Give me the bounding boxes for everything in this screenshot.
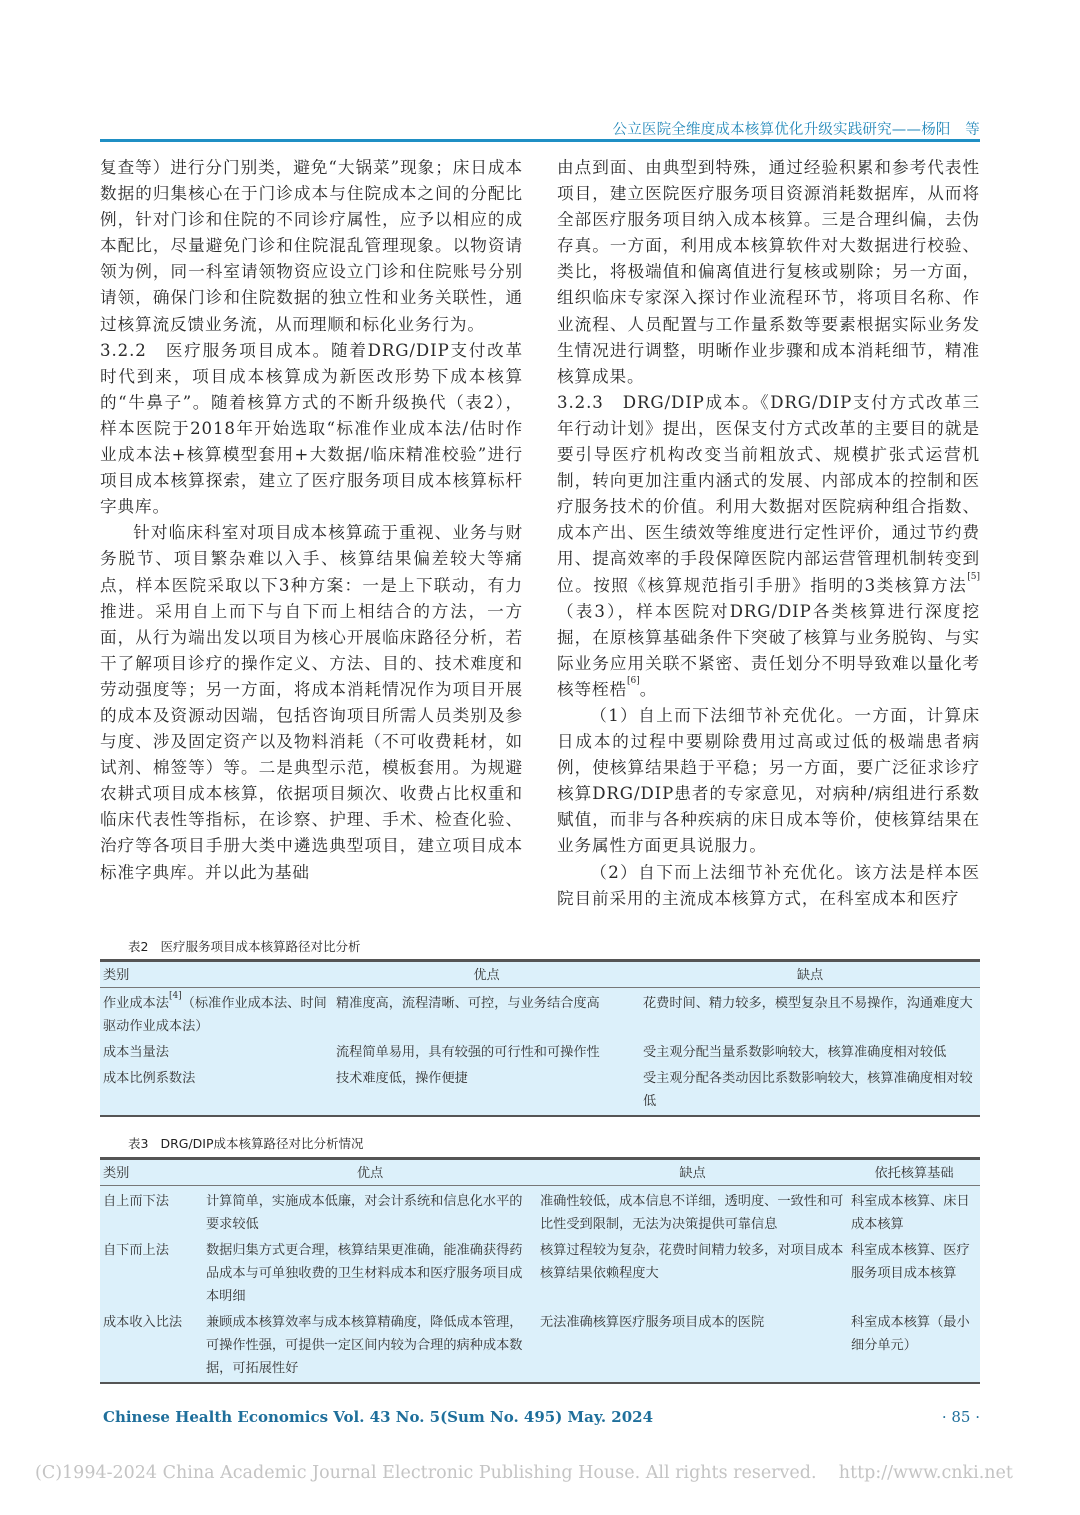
cell-category: 成本比例系数法 <box>103 1071 196 1086</box>
section-3-2-2: 3.2.2 医疗服务项目成本。随着DRG/DIP支付改革时代到来，项目成本核算成为新医改形势下成本核算的“牛鼻子”。随着核算方式的不断升级换代（表2），样本医院于2018年开始选取“标准作业成本法/估时作业成本法+核算模型套用+大数据/临床精准校验”进行项目成本核算探索，建立了医疗服务项目成本核算标杆字典库。 <box>100 340 523 517</box>
cell-category <box>100 988 333 1041</box>
table-row <box>100 1066 980 1116</box>
cell-basis: 科室成本核算、床日成本核算 <box>851 1194 970 1232</box>
paragraph: 针对临床科室对项目成本核算疏于重视、业务与财务脱节、项目繁杂难以入手、核算结果偏差较大等痛点，样本医院采取以下3种方案：一是上下联动，有力推进。采用自上而下与自下而上相结合的方法，一方面，从行为端出发以项目为核心开展临床路径分析，若干了解项目诊疗的操作定义、方法、目的、技术难度和劳动强度等；另一方面，将成本消耗情况作为项目开展的成本及资源动因端，包括咨询项目所需人员类别及参与度、涉及固定资产以及物料消耗（不可收费耗材，如试剂、棉签等）等。二是典型示范，模板套用。为规避农耕式项目成本核算，依据项目频次、收费占比权重和临床代表性等指标，在诊察、护理、手术、检查化验、治疗等各项目手册大类中遴选典型项目，建立项目成本标准字典库。并以此为基础 <box>100 523 523 882</box>
column-header: 优点 <box>203 1159 537 1186</box>
cell-basis: 科室成本核算（最小细分单元） <box>851 1315 970 1353</box>
cell-cons: 准确性较低，成本信息不详细，透明度、一致性和可比性受到限制，无法为决策提供可靠信息 <box>540 1194 844 1232</box>
table-title: DRG/DIP成本核算路径对比分析情况 <box>160 1136 364 1151</box>
cell-cons: 核算过程较为复杂，花费时间精力较多，对项目成本核算结果依赖程度大 <box>540 1243 844 1281</box>
table-row <box>100 1040 980 1066</box>
cell-category: 自下而上法 <box>103 1243 169 1258</box>
text: （标准作业成本法、时间驱动作业成本法） <box>103 996 327 1034</box>
table3-caption <box>128 1134 364 1152</box>
cell-pros: 技术难度低，操作便捷 <box>336 1071 468 1086</box>
column-header: 依托核算基础 <box>848 1159 980 1186</box>
citation: [4] <box>168 991 182 1001</box>
table2 <box>100 959 980 1117</box>
cell-pros: 精准度高，流程清晰、可控，与业务结合度高 <box>336 996 600 1011</box>
cell-basis: 科室成本核算、医疗服务项目成本核算 <box>851 1243 970 1281</box>
paragraph: （1）自上而下法细节补充优化。一方面，计算床日成本的过程中要剔除费用过高或过低的极端患者病例，使核算结果趋于平稳；另一方面，要广泛征求诊疗核算DRG/DIP患者的专家意见，对病种/病组进行系数赋值，而非与各种疾病的床日成本等价，使核算结果在业务属性方面更具说服力。 <box>557 705 980 856</box>
text: （表3），样本医院对DRG/DIP各类核算进行深度挖掘，在原核算基础条件下突破了核算与业务脱钩、与实际业务应用关联不紧密、责任划分不明导致难以量化考核等桎梏 <box>557 601 980 699</box>
citation: [5] <box>967 571 980 582</box>
cell-pros: 计算简单，实施成本低廉，对会计系统和信息化水平的要求较低 <box>206 1194 523 1232</box>
cell-category: 自上而下法 <box>103 1194 169 1209</box>
table-label: 表2 <box>128 939 149 954</box>
cell-cons: 无法准确核算医疗服务项目成本的医院 <box>540 1315 765 1330</box>
copyright-notice: (C)1994-2024 China Academic Journal Electronic Publishing House. All rights reserved. http://www.cnki.net <box>35 1463 1013 1483</box>
cell-category: 成本收入比法 <box>103 1315 183 1330</box>
table2-caption <box>128 937 360 955</box>
table-header-row <box>100 961 980 988</box>
table-header-row <box>100 1159 980 1186</box>
cell-pros: 数据归集方式更合理，核算结果更准确，能准确获得药品成本与可单独收费的卫生材料成本和医疗服务项目成本明细 <box>206 1243 523 1304</box>
section-3-2-3 <box>557 390 980 703</box>
running-title: 公立医院全维度成本核算优化升级实践研究——杨阳 等 <box>612 122 980 138</box>
cell-pros: 流程简单易用，具有较强的可行性和可操作性 <box>336 1045 600 1060</box>
cell-cons: 受主观分配各类动因比系数影响较大，核算准确度相对较低 <box>643 1071 973 1109</box>
header-rule <box>100 139 980 142</box>
table-title: 医疗服务项目成本核算路径对比分析 <box>160 939 361 954</box>
table-label: 表3 <box>128 1136 149 1151</box>
cell-pros: 兼顾成本核算效率与成本核算精确度，降低成本管理，可操作性强，可提供一定区间内较为合理的病种成本数据，可拓展性好 <box>206 1315 523 1376</box>
journal-citation: Chinese Health Economics Vol. 43 No. 5(Sum No. 495) May. 2024 <box>103 1408 654 1426</box>
column-header: 优点 <box>333 961 640 988</box>
cell-category: 成本当量法 <box>103 1045 169 1060</box>
table-row <box>100 1186 980 1239</box>
table-row <box>100 988 980 1041</box>
cell-cons: 受主观分配当量系数影响较大，核算准确度相对较低 <box>643 1045 947 1060</box>
right-column <box>557 155 980 912</box>
paragraph: （2）自下而上法细节补充优化。该方法是样本医院目前采用的主流成本核算方式，在科室成本和医疗 <box>557 862 980 908</box>
column-header: 缺点 <box>640 961 980 988</box>
column-header: 类别 <box>100 961 333 988</box>
page-number: · 85 · <box>941 1408 980 1426</box>
column-header: 缺点 <box>537 1159 848 1186</box>
left-column <box>100 155 523 886</box>
citation: [6] <box>626 675 640 686</box>
paragraph: 由点到面、由典型到特殊，通过经验积累和参考代表性项目，建立医院医疗服务项目资源消耗数据库，从而将全部医疗服务项目纳入成本核算。三是合理纠偏，去伪存真。一方面，利用成本核算软件对大数据进行校验、类比，将极端值和偏离值进行复核或剔除；另一方面，组织临床专家深入探讨作业流程环节，将项目名称、作业流程、人员配置与工作量系数等要素根据实际业务发生情况进行调整，明晰作业步骤和成本消耗细节，精准核算成果。 <box>557 158 980 386</box>
paragraph: 复查等）进行分门别类，避免“大锅菜”现象；床日成本数据的归集核心在于门诊成本与住院成本之间的分配比例，针对门诊和住院的不同诊疗属性，应予以相应的成本配比，尽量避免门诊和住院混乱管理现象。以物资请领为例，同一科室请领物资应设立门诊和住院账号分别请领，确保门诊和住院数据的独立性和业务关联性，通过核算流反馈业务流，从而理顺和标化业务行为。 <box>100 158 523 334</box>
table3 <box>100 1157 980 1384</box>
cell-cons: 花费时间、精力较多，模型复杂且不易操作，沟通难度大 <box>643 996 973 1011</box>
text: 。 <box>639 679 658 699</box>
text: 3.2.3 DRG/DIP成本。《DRG/DIP支付方式改革三年行动计划》提出，医保支付方式改革的主要目的就是要引导医疗机构改变当前粗放式、规模扩张式运营机制，转向更加注重内涵式的发展、内部成本的控制和医疗服务技术的价值。利用大数据对医院病种组合指数、成本产出、医生绩效等维度进行定性评价，通过节约费用、提高效率的手段保障医院内部运营管理机制转变到位。按照《核算规范指引手册》指明的3类核算方法 <box>557 392 980 595</box>
column-header: 类别 <box>100 1159 203 1186</box>
table-row <box>100 1310 980 1383</box>
table-row <box>100 1238 980 1310</box>
text: 作业成本法 <box>103 996 169 1011</box>
